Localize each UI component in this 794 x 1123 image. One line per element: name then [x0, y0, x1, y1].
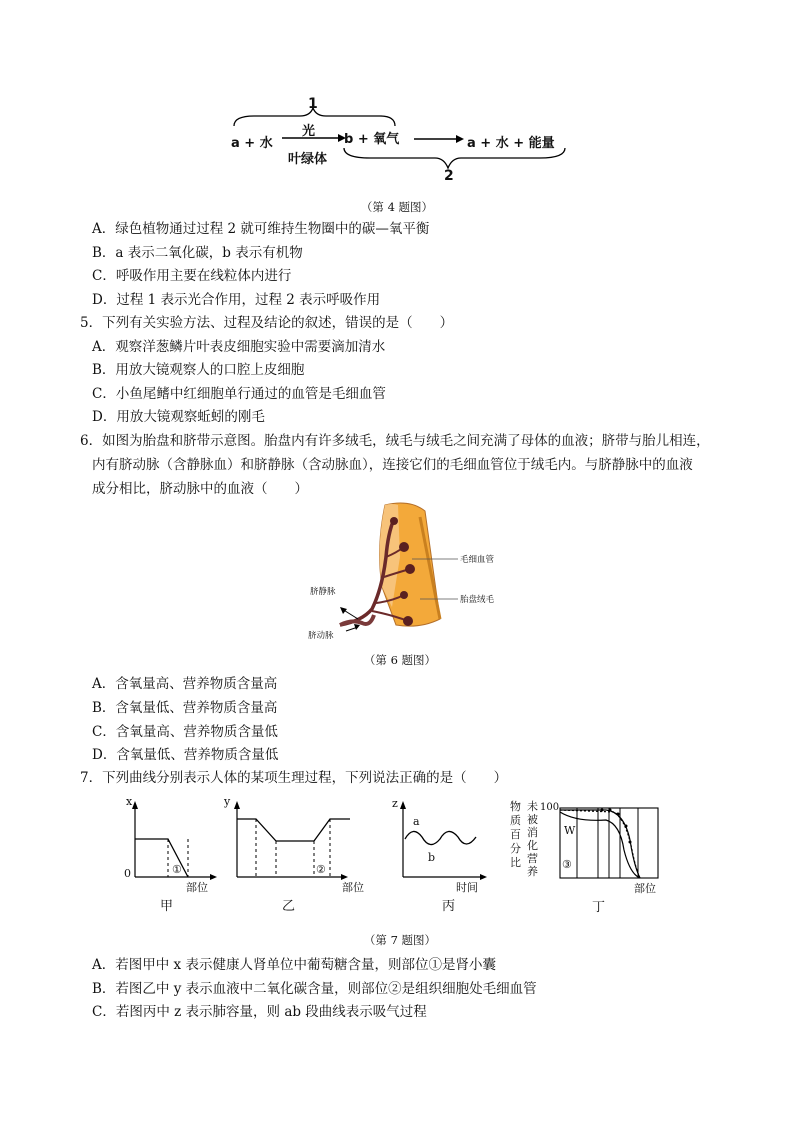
bing-point-b: b — [428, 851, 436, 864]
q6-option-c: C．含氧量高、营养物质含量低 — [92, 724, 278, 740]
capillary-label: 毛细血管 — [460, 555, 495, 565]
ding-w-label: W — [564, 824, 576, 837]
yi-name: 乙 — [282, 899, 296, 914]
respiration-products-text: a + 水 + 能量 — [467, 136, 555, 151]
q5-option-a: A．观察洋葱鳞片叶表皮细胞实验中需要滴加清水 — [92, 339, 386, 355]
graph-ding — [506, 800, 666, 915]
ding-tick-100: 100 — [540, 802, 560, 813]
process-1-label: 1 — [308, 96, 318, 112]
q7-stem: 7．下列曲线分别表示人体的某项生理过程，下列说法正确的是（ ） — [80, 770, 508, 786]
umbilical-vein-label: 脐静脉 — [310, 587, 336, 597]
q6-stem-line-1: 6．如图为胎盘和脐带示意图。胎盘内有许多绒毛，绒毛与绒毛之间充满了母体的血液；脐带与胎儿相连， — [80, 433, 710, 449]
q5-stem: 5．下列有关实验方法、过程及结论的叙述，错误的是（ ） — [80, 315, 454, 331]
placenta-figure — [300, 497, 510, 647]
q7-option-b: B．若图乙中 y 表示血液中二氧化碳含量，则部位②是组织细胞处毛细血管 — [92, 981, 537, 997]
ding-xlabel: 部位 — [634, 882, 656, 895]
reactants-text: a + 水 — [231, 136, 273, 151]
graph-bing — [372, 795, 492, 915]
q6-option-b: B．含氧量低、营养物质含量高 — [92, 700, 278, 716]
ding-mark: ③ — [562, 858, 572, 871]
q6-caption: （第 6 题图） — [363, 653, 437, 667]
jia-origin: 0 — [124, 867, 131, 880]
q5-option-d: D．用放大镜观察蚯蚓的刚毛 — [92, 409, 265, 425]
yi-xlabel: 部位 — [342, 881, 364, 894]
q6-option-d: D．含氧量低、营养物质含量低 — [92, 747, 279, 763]
jia-ylabel: x — [126, 795, 133, 808]
q5-option-c: C．小鱼尾鳍中红细胞单行通过的血管是毛细血管 — [92, 386, 386, 402]
jia-mark: ① — [172, 863, 182, 876]
ding-name: 丁 — [592, 900, 606, 915]
q6-option-a: A．含氧量高、营养物质含量高 — [92, 676, 278, 692]
q7-caption: （第 7 题图） — [363, 933, 437, 947]
ding-ylabel-right: 未被消化营养 — [527, 800, 538, 878]
chloroplast-condition: 叶绿体 — [288, 152, 328, 167]
q7-option-a: A．若图甲中 x 表示健康人肾单位中葡萄糖含量，则部位①是肾小囊 — [92, 957, 496, 973]
products-text: b + 氧气 — [344, 132, 400, 147]
q5-option-b: B．用放大镜观察人的口腔上皮细胞 — [92, 362, 305, 378]
light-condition: 光 — [302, 124, 316, 139]
villi-label: 胎盘绒毛 — [460, 595, 495, 605]
process-2-label: 2 — [444, 168, 454, 184]
graph-yi — [220, 795, 370, 915]
q4-option-b: B．a 表示二氧化碳，b 表示有机物 — [92, 245, 303, 261]
bing-xlabel: 时间 — [456, 881, 478, 894]
q4-diagram — [220, 92, 580, 187]
umbilical-artery-label: 脐动脉 — [308, 631, 334, 641]
q4-option-a: A．绿色植物通过过程 2 就可维持生物圈中的碳—氧平衡 — [92, 221, 430, 237]
yi-ylabel: y — [224, 795, 231, 808]
bing-name: 丙 — [442, 899, 456, 914]
q6-stem-line-2: 内有脐动脉（含静脉血）和脐静脉（含动脉血），连接它们的毛细血管位于绒毛内。与脐静脉中的血液 — [92, 457, 693, 473]
q4-caption: （第 4 题图） — [360, 200, 434, 214]
bing-ylabel: z — [392, 797, 398, 810]
jia-xlabel: 部位 — [186, 881, 208, 894]
graph-jia — [118, 795, 218, 915]
q6-stem-line-3: 成分相比，脐动脉中的血液（ ） — [92, 481, 308, 497]
q7-option-c: C．若图丙中 z 表示肺容量，则 ab 段曲线表示吸气过程 — [92, 1004, 427, 1020]
jia-name: 甲 — [160, 899, 174, 914]
q4-option-c: C．呼吸作用主要在线粒体内进行 — [92, 268, 292, 284]
bing-point-a: a — [413, 815, 420, 828]
ding-ylabel-left: 物质百分比 — [510, 800, 521, 869]
yi-mark: ② — [316, 863, 326, 876]
q4-option-d: D．过程 1 表示光合作用，过程 2 表示呼吸作用 — [92, 292, 381, 308]
